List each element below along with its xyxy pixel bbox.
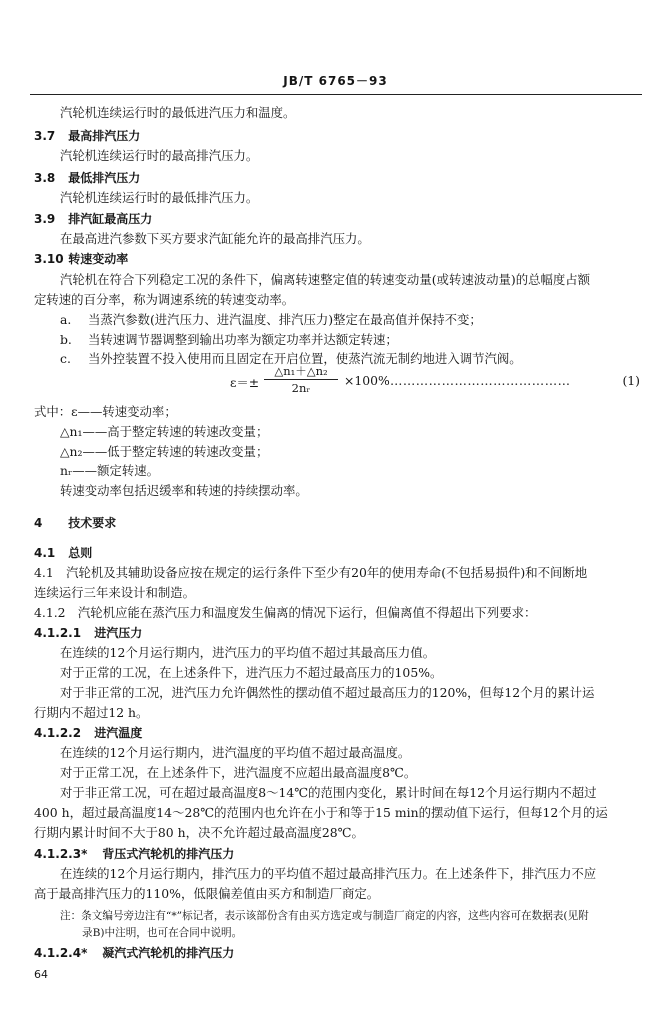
section-heading-4-1-2-4 xyxy=(34,945,234,961)
section-number: 4 xyxy=(34,516,43,530)
paragraph-line: 对于正常的工况，在上述条件下，进汽压力不超过最高压力的105%。 xyxy=(60,665,443,680)
definition-line: △n₂——低于整定转速的转速改变量； xyxy=(60,444,269,459)
section-number: 4.1.2.4* xyxy=(34,946,88,960)
section-number: 4.1.2.3* xyxy=(34,847,88,861)
section-title: 最高排汽压力 xyxy=(68,129,141,143)
paragraph-line: 汽轮机在符合下列稳定工况的条件下，偏离转速整定值的转速变动量(或转速波动量)的总幅度占额 xyxy=(60,272,591,287)
section-title: 背压式汽轮机的排汽压力 xyxy=(102,847,235,861)
section-heading-3-9 xyxy=(34,211,152,227)
paragraph-line: 400 h，超过最高温度14～28℃的范围内也允许在小于和等于15 min的摆动值下运行，但每12个月的运 xyxy=(34,805,608,820)
paragraph-line: 在连续的12个月运行期内，排汽压力的平均值不超过最高排汽压力。在上述条件下，排汽压力不应 xyxy=(60,866,597,881)
paragraph-line: 行期内累计时间不大于80 h，决不允许超过最高温度28℃。 xyxy=(34,825,364,840)
section-title: 凝汽式汽轮机的排汽压力 xyxy=(102,946,235,960)
list-label: b. xyxy=(60,332,72,347)
equation-number: (1) xyxy=(622,373,640,388)
section-title: 技术要求 xyxy=(68,516,117,530)
page-number: 64 xyxy=(34,968,48,981)
paragraph-line: 在连续的12个月运行期内，进汽压力的平均值不超过其最高压力值。 xyxy=(60,645,436,660)
paragraph-line: 在最高进汽参数下买方要求汽缸能允许的最高排汽压力。 xyxy=(60,231,370,246)
definition-line: △n₁——高于整定转速的转速改变量； xyxy=(60,424,269,439)
paragraph-line: 对于正常工况，在上述条件下，进汽温度不应超出最高温度8℃。 xyxy=(60,765,417,780)
list-label: a. xyxy=(60,312,72,327)
section-heading-4-1-2-3 xyxy=(34,846,234,862)
footnote-line: 录B)中注明，也可在合同中说明。 xyxy=(82,927,243,939)
definition-line: nᵣ——额定转速。 xyxy=(60,463,160,478)
section-title: 最低排汽压力 xyxy=(68,171,141,185)
section-heading-3-8 xyxy=(34,170,140,186)
section-number: 3.10 xyxy=(34,252,64,266)
section-number: 3.7 xyxy=(34,129,56,143)
section-title: 进汽温度 xyxy=(94,726,143,740)
paragraph-line: 连续运行三年来设计和制造。 xyxy=(34,585,196,600)
speed-variation-formula xyxy=(230,364,640,398)
section-number: 4.1.2.2 xyxy=(34,726,82,740)
formula-fraction xyxy=(262,364,340,395)
list-text: 当外控装置不投入使用而且固定在开启位置，使蒸汽流无制约地进入调节汽阀。 xyxy=(88,351,522,366)
formula-where-line: 式中：ε——转速变动率； xyxy=(34,404,177,419)
section-heading-4-1-2-1 xyxy=(34,625,142,641)
paragraph-line: 转速变动率包括迟缓率和转速的持续摆动率。 xyxy=(60,483,308,498)
paragraph-line: 定转速的百分率，称为调速系统的转速变动率。 xyxy=(34,292,295,307)
paragraph-line: 在连续的12个月运行期内，进汽温度的平均值不超过最高温度。 xyxy=(60,745,411,760)
list-text: 当蒸汽参数(进汽压力、进汽温度、排汽压力)整定在最高值并保持不变； xyxy=(88,312,482,327)
paragraph-line: 行期内不超过12 h。 xyxy=(34,705,149,720)
footnote-line: 注：条文编号旁边注有“*”标记者，表示该部份含有由买方选定或与制造厂商定的内容，这些内容可在数据表(见附 xyxy=(60,910,589,922)
list-item-b xyxy=(60,332,398,348)
standard-code-header: JB/T 6765－93 xyxy=(283,74,388,88)
section-number: 4.1 xyxy=(34,546,56,560)
section-number: 3.8 xyxy=(34,171,56,185)
list-text: 当转速调节器调整到输出功率为额定功率并达额定转速； xyxy=(88,332,398,347)
paragraph-line: 对于非正常的工况，进汽压力允许偶然性的摆动值不超过最高压力的120%，但每12个月的累计运 xyxy=(60,685,595,700)
paragraph-line: 汽轮机连续运行时的最低进汽压力和温度。 xyxy=(60,105,296,120)
formula-leader-dots: …………………………………… xyxy=(390,373,571,388)
formula-rhs: ×100% xyxy=(344,373,390,388)
fraction-bar xyxy=(264,379,338,380)
paragraph-line: 汽轮机连续运行时的最高排汽压力。 xyxy=(60,148,259,163)
section-title: 进汽压力 xyxy=(94,626,143,640)
section-heading-3-7 xyxy=(34,128,140,144)
section-number: 3.9 xyxy=(34,212,56,226)
list-item-a xyxy=(60,312,482,328)
formula-numerator: △n₁＋△n₂ xyxy=(274,364,328,378)
chapter-heading-4 xyxy=(34,515,116,531)
paragraph-line: 汽轮机连续运行时的最低排汽压力。 xyxy=(60,190,259,205)
section-title: 转速变动率 xyxy=(68,252,129,266)
section-heading-4-1 xyxy=(34,545,92,561)
section-heading-4-1-2-2 xyxy=(34,725,142,741)
section-title: 排汽缸最高压力 xyxy=(68,212,153,226)
formula-denominator: 2nᵣ xyxy=(291,381,311,395)
paragraph-line: 对于非正常工况，可在超过最高温度8～14℃的范围内变化，累计时间在每12个月运行期内不超过 xyxy=(60,785,597,800)
section-heading-3-10 xyxy=(34,251,128,267)
formula-lhs: ε＝± xyxy=(230,375,260,390)
section-number: 4.1.2.1 xyxy=(34,626,82,640)
section-title: 总则 xyxy=(68,546,93,560)
paragraph-line: 4.1 汽轮机及其辅助设备应按在规定的运行条件下至少有20年的使用寿命(不包括易损件)和不间断地 xyxy=(34,565,588,580)
list-label: c. xyxy=(60,351,71,366)
header-rule xyxy=(30,94,642,95)
paragraph-line: 4.1.2 汽轮机应能在蒸汽压力和温度发生偏离的情况下运行，但偏离值不得超出下列要求： xyxy=(34,605,537,620)
paragraph-line: 高于最高排汽压力的110%，低限偏差值由买方和制造厂商定。 xyxy=(34,886,380,901)
